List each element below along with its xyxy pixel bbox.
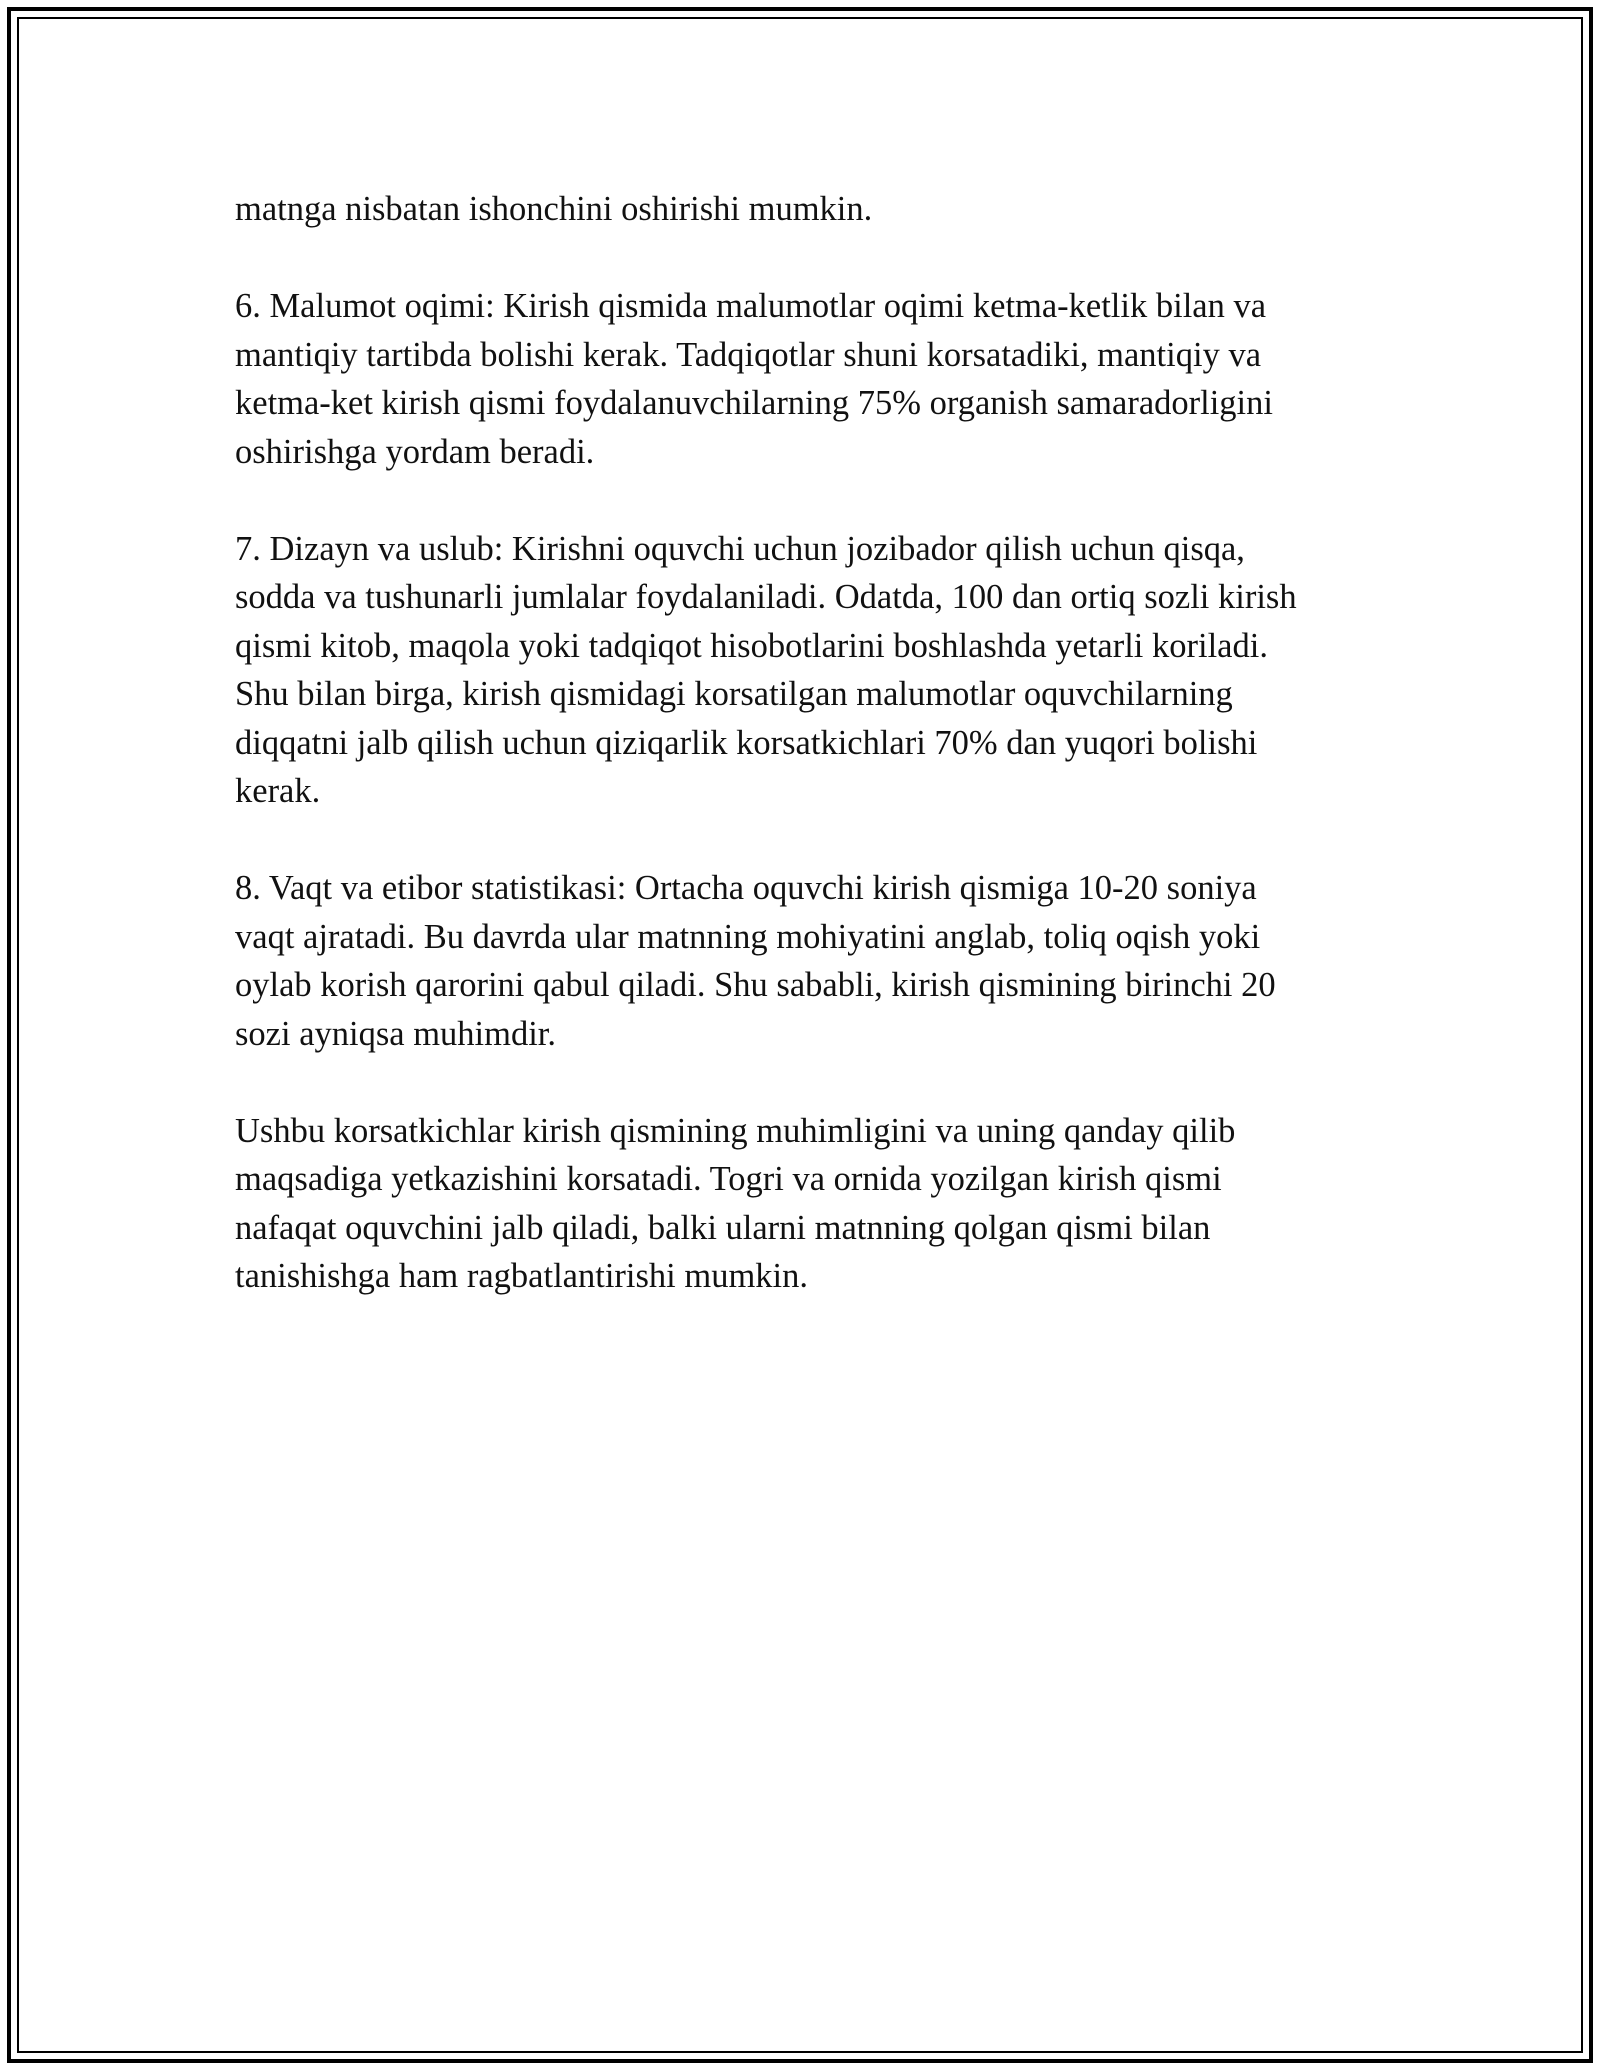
paragraph-conclusion: Ushbu korsatkichlar kirish qismining muhimligini va uning qanday qilib maqsadiga yetkazishini korsatadi. Togri va ornida yozilgan kirish qismi nafaqat oquvchini jalb qiladi, balki ularni matnning qolgan qismi bilan tanishishga ham ragbatlantirishi mumkin. <box>235 1111 1236 1295</box>
document-body <box>235 185 1395 1349</box>
paragraph-malumot-oqimi: 6. Malumot oqimi: Kirish qismida malumotlar oqimi ketma-ketlik bilan va mantiqiy tartibda bolishi kerak. Tadqiqotlar shuni korsatadiki, mantiqiy va ketma-ket kirish qismi foydalanuvchilarning 75% organish samaradorligini oshirishga yordam beradi. <box>235 287 1273 471</box>
paragraph-continuation: matnga nisbatan ishonchini oshirishi mumkin. <box>235 190 873 228</box>
paragraph-vaqt-va-etibor: 8. Vaqt va etibor statistikasi: Ortacha oquvchi kirish qismiga 10-20 soniya vaqt ajratadi. Bu davrda ular matnning mohiyatini anglab, toliq oqish yoki oylab korish qarorini qabul qiladi. Shu sababli, kirish qismining birinchi 20 sozi ayniqsa muhimdir. <box>235 869 1276 1053</box>
paragraph-dizayn-va-uslub: 7. Dizayn va uslub: Kirishni oquvchi uchun jozibador qilish uchun qisqa, sodda va tushunarli jumlalar foydalaniladi. Odatda, 100 dan ortiq sozli kirish qismi kitob, maqola yoki tadqiqot hisobotlarini boshlashda yetarli koriladi. Shu bilan birga, kirish qismidagi korsatilgan malumotlar oquvchilarning diqqatni jalb qilish uchun qiziqarlik korsatkichlari 70% dan yuqori bolishi kerak. <box>235 529 1297 810</box>
